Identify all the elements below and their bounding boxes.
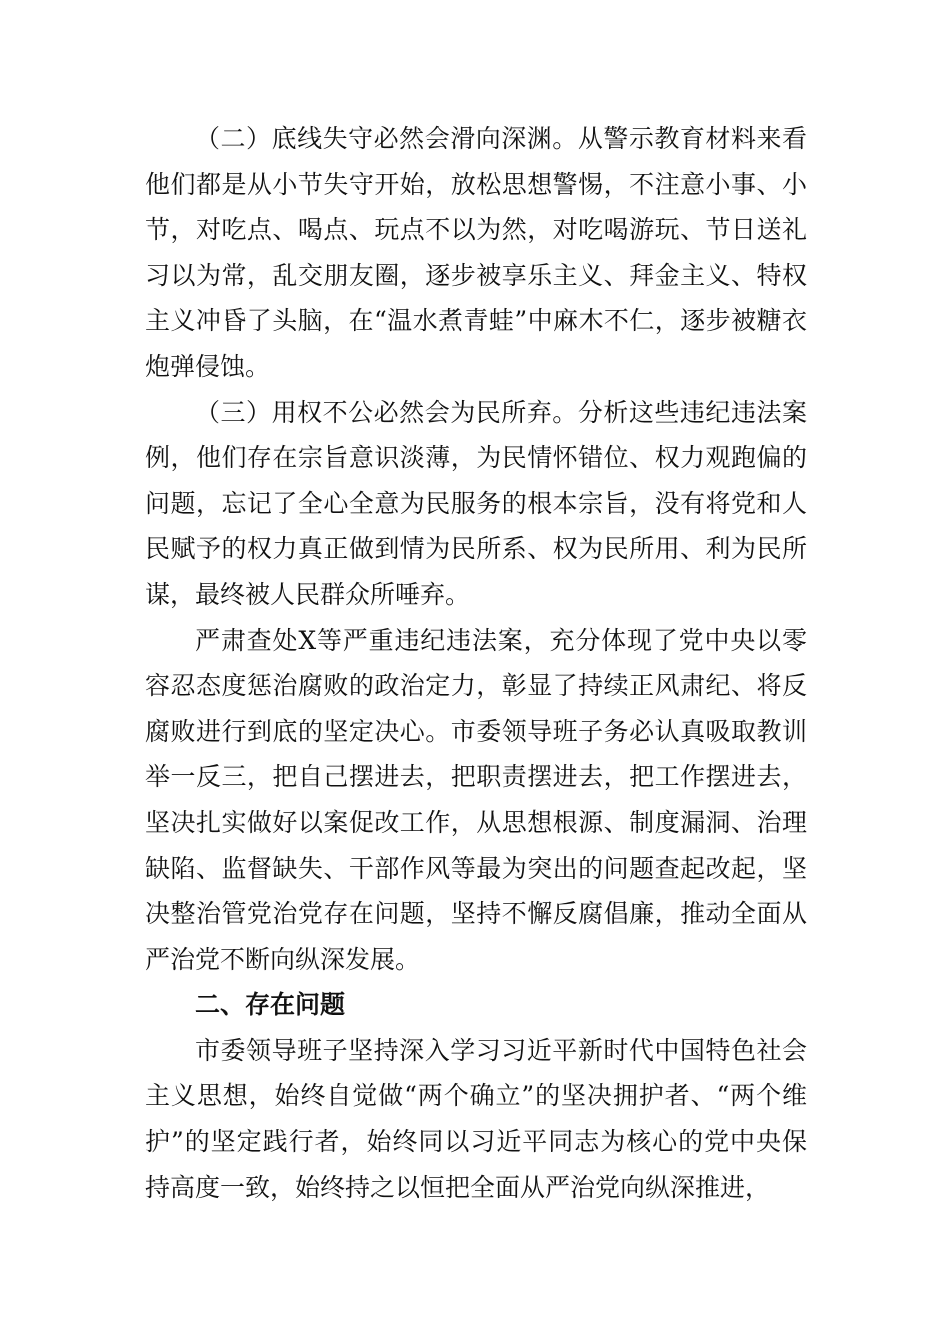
paragraph-bottom-line: （二）底线失守必然会滑向深渊。从警示教育材料来看他们都是从小节失守开始，放松思想警惕，不注意小事、小节，对吃点、喝点、玩点不以为然，对吃喝游玩、节日送礼习以为常，乱交朋友圈，逐步被享乐主义、拜金主义、特权主义冲昏了头脑，在“温水煮青蛙”中麻木不仁，逐步被糖衣炮弹侵蚀。 — [145, 124, 807, 381]
paragraph-abuse-of-power: （三）用权不公必然会为民所弃。分析这些违纪违法案例，他们存在宗旨意识淡薄，为民情怀错位、权力观跑偏的问题，忘记了全心全意为民服务的根本宗旨，没有将党和人民赋予的权力真正做到情为民所系、权为民所用、利为民所谋，最终被人民群众所唾弃。 — [145, 397, 807, 609]
section-heading-existing-problems: 二、存在问题 — [195, 990, 346, 1020]
paragraph-problems-intro: 市委领导班子坚持深入学习习近平新时代中国特色社会主义思想，始终自觉做“两个确立”的坚决拥护者、“两个维护”的坚定践行者，始终同以习近平同志为核心的党中央保持高度一致，始终持之以恒把全面从严治党向纵深推进， — [145, 1035, 807, 1202]
paragraph-conclusion: 严肃查处X等严重违纪违法案，充分体现了党中央以零容忍态度惩治腐败的政治定力，彰显了持续正风肃纪、将反腐败进行到底的坚定决心。市委领导班子务必认真吸取教训举一反三，把自己摆进去，把职责摆进去，把工作摆进去，坚决扎实做好以案促改工作，从思想根源、制度漏洞、治理缺陷、监督缺失、干部作风等最为突出的问题查起改起，坚决整治管党治党存在问题，坚持不懈反腐倡廉，推动全面从严治党不断向纵深发展。 — [145, 625, 807, 974]
document-body — [145, 116, 807, 1210]
